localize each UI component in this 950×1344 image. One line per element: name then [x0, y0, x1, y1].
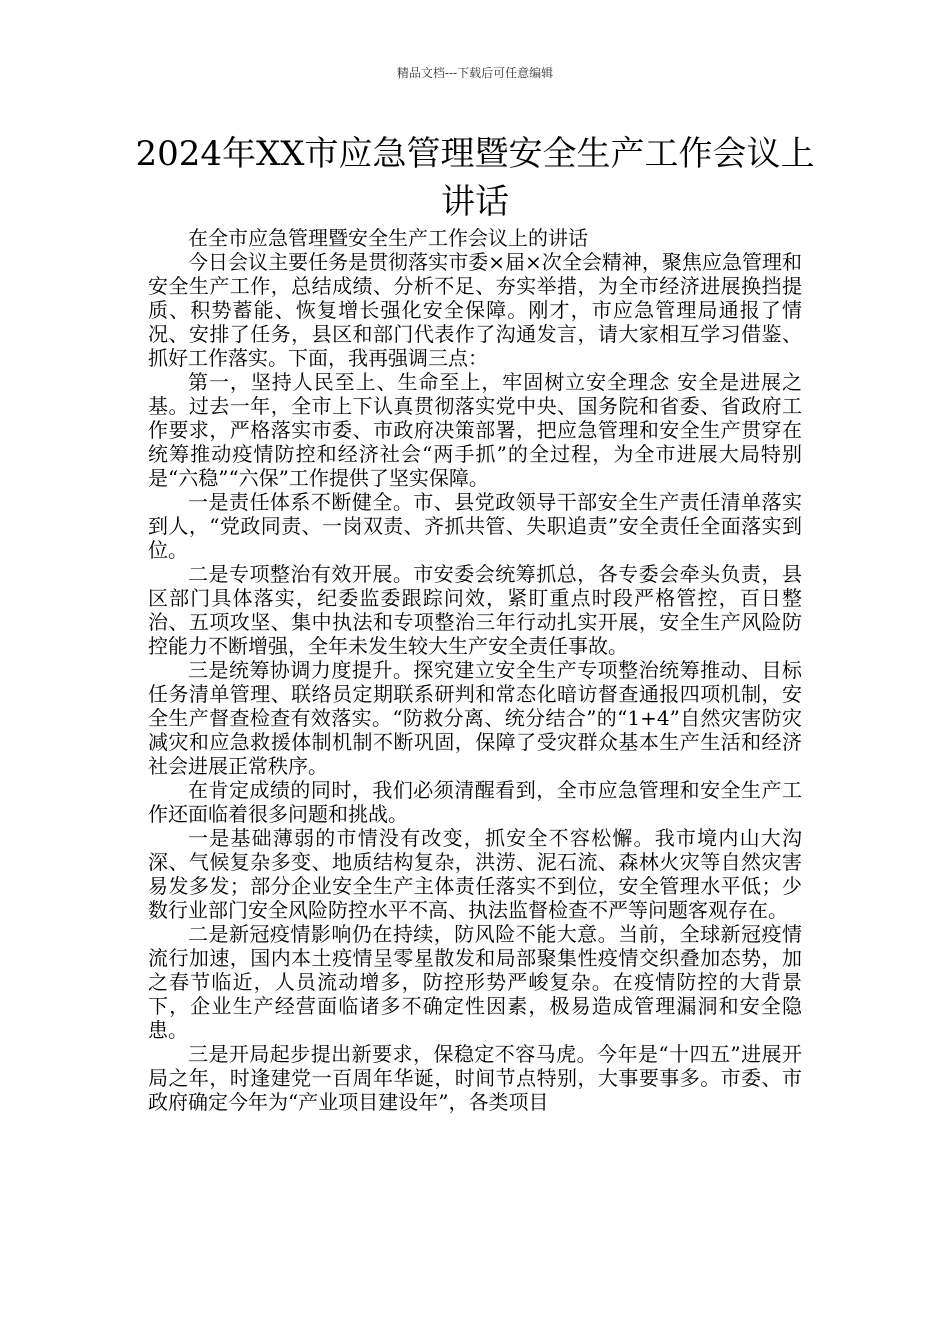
- paragraph: 三是统筹协调力度提升。探究建立安全生产专项整治统筹推动、目标任务清单管理、联络员定期联系研判和常态化暗访督查通报四项机制，安全生产督查检查有效落实。“防救分离、统分结合”的“1+4”自然灾害防灾减灾和应急救援体制机制不断巩固，保障了受灾群众基本生产生活和经济社会进展正常秩序。: [148, 658, 802, 778]
- page-header: 精品文档---下载后可任意编辑: [396, 66, 554, 80]
- paragraph: 一是责任体系不断健全。市、县党政领导干部安全生产责任清单落实到人，“党政同责、一岗双责、齐抓共管、失职追责”安全责任全面落实到位。: [148, 490, 802, 562]
- document-body: [148, 226, 802, 1114]
- paragraph: 今日会议主要任务是贯彻落实市委×届×次全会精神，聚焦应急管理和安全生产工作，总结成绩、分析不足、夯实举措，为全市经济进展换挡提质、积势蓄能、恢复增长强化安全保障。刚才，市应急管理局通报了情况、安排了任务，县区和部门代表作了沟通发言，请大家相互学习借鉴、抓好工作落实。下面，我再强调三点：: [148, 250, 802, 370]
- document-title: 2024年XX市应急管理暨安全生产工作会议上讲话: [135, 134, 815, 222]
- paragraph: 在肯定成绩的同时，我们必须清醒看到，全市应急管理和安全生产工作还面临着很多问题和挑战。: [148, 778, 802, 826]
- document-subtitle: 在全市应急管理暨安全生产工作会议上的讲话: [188, 226, 588, 250]
- paragraph: 二是专项整治有效开展。市安委会统筹抓总，各专委会牵头负责，县区部门具体落实，纪委监委跟踪问效，紧盯重点时段严格管控，百日整治、五项攻坚、集中执法和专项整治三年行动扎实开展，安全生产风险防控能力不断增强，全年未发生较大生产安全责任事故。: [148, 562, 802, 658]
- paragraph: 三是开局起步提出新要求，保稳定不容马虎。今年是“十四五”进展开局之年，时逢建党一百周年华诞，时间节点特别，大事要事多。市委、市政府确定今年为“产业项目建设年”，各类项目: [148, 1042, 802, 1114]
- paragraph: 二是新冠疫情影响仍在持续，防风险不能大意。当前，全球新冠疫情流行加速，国内本土疫情呈零星散发和局部聚集性疫情交织叠加态势，加之春节临近，人员流动增多，防控形势严峻复杂。在疫情防控的大背景下，企业生产经营面临诸多不确定性因素，极易造成管理漏洞和安全隐患。: [148, 922, 802, 1042]
- paragraph: 第一，坚持人民至上、生命至上，牢固树立安全理念 安全是进展之基。过去一年，全市上下认真贯彻落实党中央、国务院和省委、省政府工作要求，严格落实市委、市政府决策部署，把应急管理和安全生产贯穿在统筹推动疫情防控和经济社会“两手抓”的全过程，为全市进展大局特别是“六稳”“六保”工作提供了坚实保障。: [148, 370, 802, 490]
- paragraph: 一是基础薄弱的市情没有改变，抓安全不容松懈。我市境内山大沟深、气候复杂多变、地质结构复杂，洪涝、泥石流、森林火灾等自然灾害易发多发；部分企业安全生产主体责任落实不到位，安全管理水平低；少数行业部门安全风险防控水平不高、执法监督检查不严等问题客观存在。: [148, 826, 802, 922]
